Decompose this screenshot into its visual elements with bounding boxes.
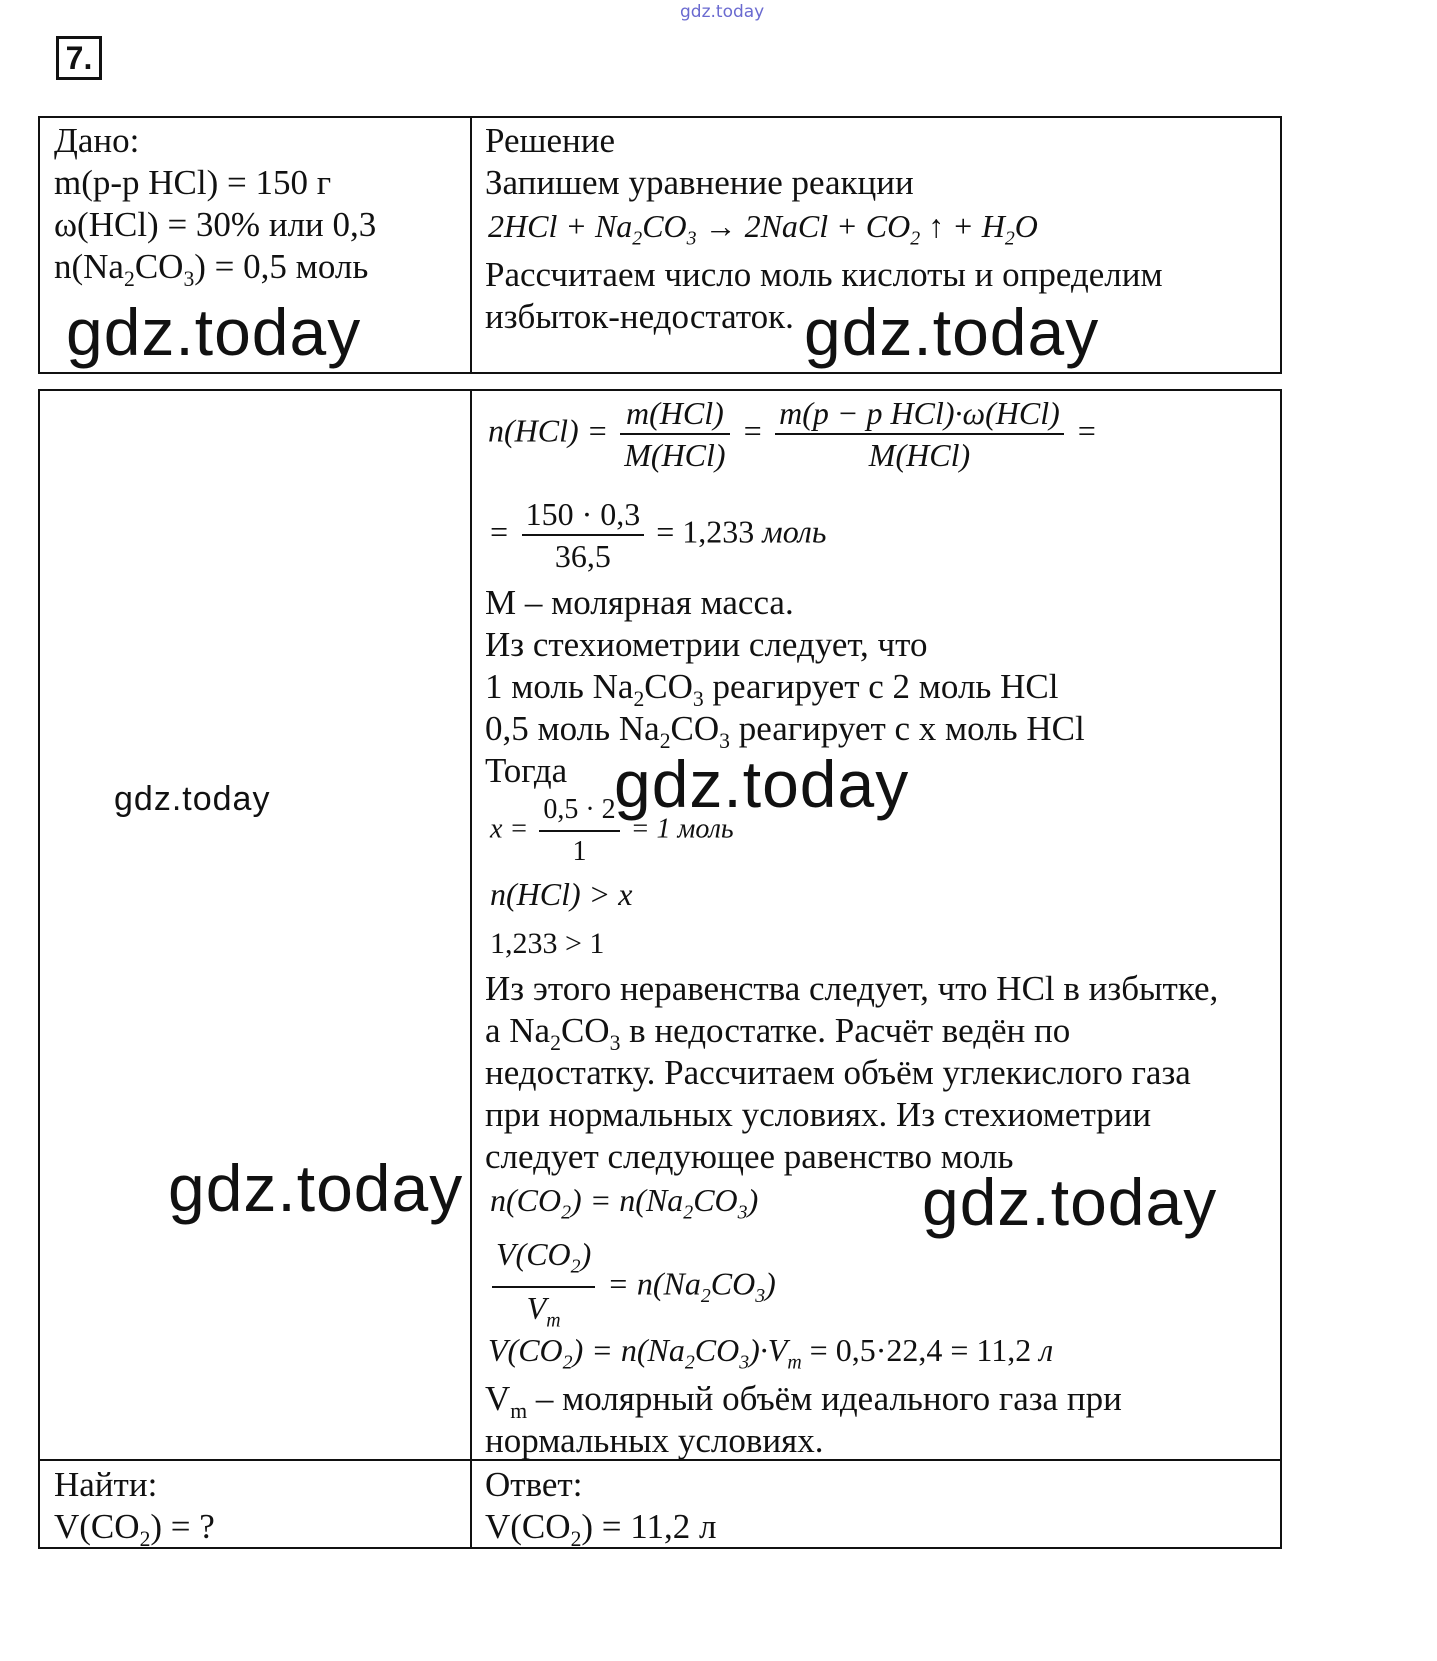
formula-inequality: n(HCl) > x [490,876,633,912]
stoichiometry-intro: Из стехиометрии следует, что [485,625,928,664]
reaction-equation: $2HCl + Na_2CO_3$ → 2NaCl + $CO_2$ ↑ + $H_2O$ [488,208,1038,250]
stoichiometry-line2: 0,5 моль $Na_2CO_3$ реагирует с х моль HCl [485,709,1085,753]
formula-x: x = $\frac{0,5 \cdot 2}{1}$ = 1 моль [490,790,734,872]
solution-title: Решение [485,121,616,160]
watermark-3: gdz.today [114,780,271,818]
formula-volume-ratio: $\frac{V(CO_2)}{V_m}$ = $n(Na_2CO_3)$ [488,1234,776,1341]
watermark-1: gdz.today [66,295,362,369]
molar-volume-note-2: нормальных условиях. [485,1421,824,1460]
watermark-4: gdz.today [614,747,910,821]
task-number: 7. [56,36,102,80]
answer-value: $V(CO_2) = 11,2$ л [485,1507,717,1551]
find-value: $V(CO_2)$ = ? [54,1507,215,1551]
formula-n-co2: $n(CO_2) = n(Na_2CO_3)$ [490,1182,759,1224]
watermark-6: gdz.today [922,1165,1218,1239]
formula-volume-co2: $V(CO_2) = n(Na_2CO_3)\cdot V_m = 0,5\cdot 22,4 = 11,2$ л [488,1332,1054,1374]
solution-line2: Рассчитаем число моль кислоты и определим [485,255,1163,294]
molar-volume-note: $V_m$ – молярный объём идеального газа при [485,1379,1122,1423]
conclusion-line5: следует следующее равенство моль [485,1137,1014,1176]
watermark-2: gdz.today [804,295,1100,369]
main-table-divider [470,389,472,1549]
given-moles: $n(Na_2CO_3) = 0,5$ моль [54,247,369,291]
top-table-divider [470,116,472,374]
stoichiometry-line1: 1 моль $Na_2CO_3$ реагирует с 2 моль HCl [485,667,1059,711]
conclusion-line2: а $Na_2CO_3$ в недостатке. Расчёт ведён по [485,1011,1071,1055]
conclusion-line4: при нормальных условиях. Из стехиометрии [485,1095,1152,1134]
conclusion-line1: Из этого неравенства следует, что HCl в избытке, [485,969,1219,1008]
given-fraction: ω(HCl) = 30% или 0,3 [54,205,377,244]
watermark-5: gdz.today [168,1151,464,1225]
then-word: Тогда [485,751,568,790]
formula-n-hcl: n(HCl) = $\frac{\text{m(HCl)}}{\text{M(HCl)}}$ = $\frac{\text{m(p − p HCl)·ω(HCl)}}{\text{M(HCl)}}$ = [488,395,1098,473]
solution-line3: избыток-недостаток. [485,297,794,336]
formula-inequality-values: 1,233 > 1 [490,927,605,960]
given-mass: m(р-р HCl) = 150 г [54,163,332,202]
answer-title: Ответ: [485,1465,583,1504]
conclusion-line3: недостатку. Рассчитаем объём углекислого газа [485,1053,1191,1092]
formula-n-hcl-value: = $\frac{150 \cdot 0,3}{36,5}$ = 1,233 моль [488,496,827,574]
find-title: Найти: [54,1465,158,1504]
solution-intro: Запишем уравнение реакции [485,163,914,202]
site-mark: gdz.today [680,2,765,22]
given-title: Дано: [54,121,140,160]
molar-mass-note: M – молярная масса. [485,583,794,622]
